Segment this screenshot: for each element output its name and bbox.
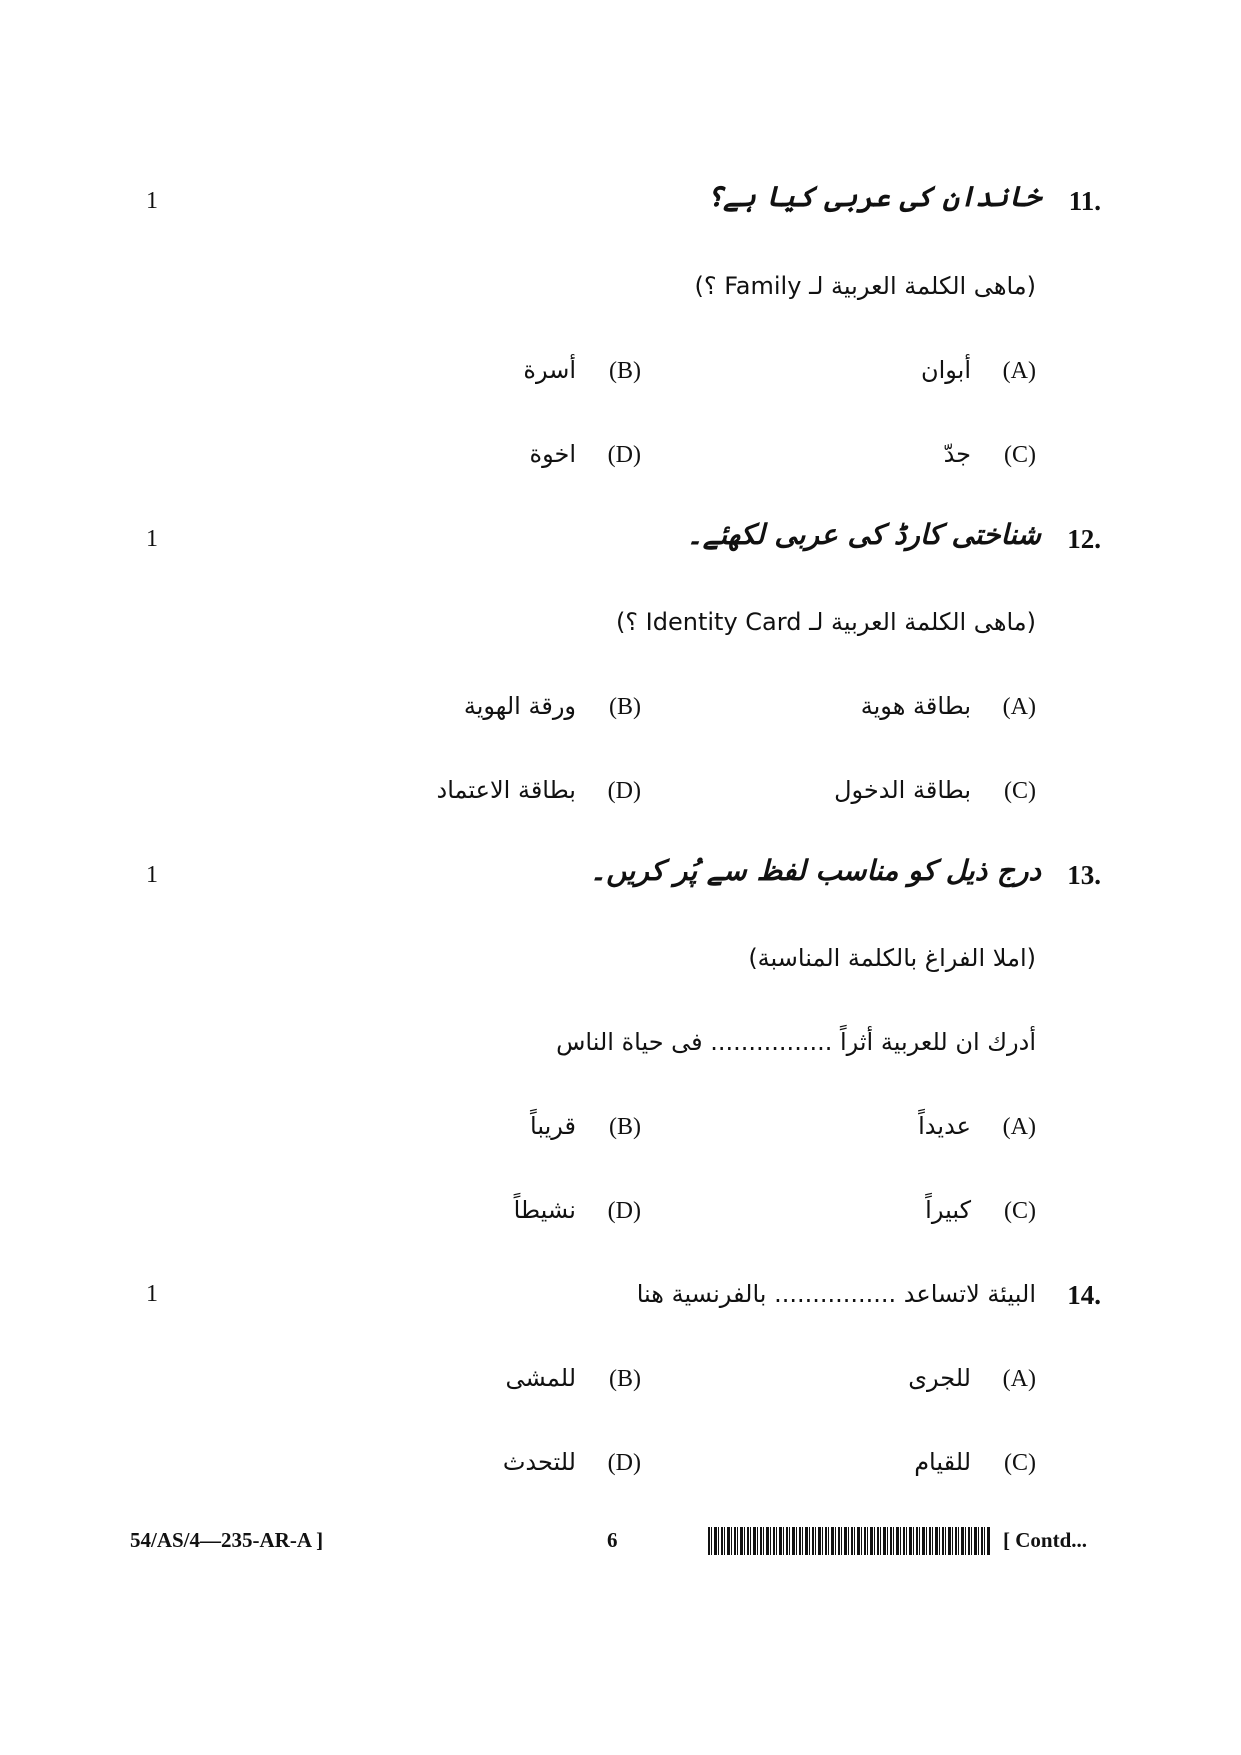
q11-option-a-text: أبوان <box>920 356 971 384</box>
q12-option-a-letter: (A) <box>1002 694 1036 720</box>
q13-fill-sentence: أدرك ان للعربية أثراً ................ فی حياة الناس <box>556 1028 1036 1056</box>
q13-number: 13. <box>1067 860 1101 890</box>
q14-marks: 1 <box>146 1281 158 1307</box>
q13-option-b-letter: (B) <box>609 1114 641 1140</box>
q12-option-d-letter: (D) <box>607 778 641 804</box>
q12-option-c-text: بطاقة الدخول <box>834 776 971 804</box>
q12-option-d-text: بطاقة الاعتماد <box>436 776 576 804</box>
q14-option-b-letter: (B) <box>609 1366 641 1392</box>
q11-option-c-text: جدّ <box>943 440 971 468</box>
q14-option-c-text: للقيام <box>914 1448 971 1476</box>
q14-option-d-text: للتحدث <box>502 1448 576 1476</box>
q11-marks: 1 <box>146 188 158 214</box>
q12-arabic-prompt: (ماهی الكلمة العربية لـ Identity Card ؟) <box>615 608 1036 636</box>
q13-urdu-question: درج ذیل کو مناسب لفظ سے پُر کریں۔ <box>589 854 1041 887</box>
q12-option-b-text: ورقة الهوية <box>463 692 576 720</box>
q11-option-b-letter: (B) <box>609 358 641 384</box>
q14-number: 14. <box>1067 1280 1101 1310</box>
q11-arabic-prompt: (ماهی الكلمة العربية لـ Family ؟) <box>694 272 1036 300</box>
q11-number: 11. <box>1068 186 1101 216</box>
paper-code: 54/AS/4—235-AR-A ] <box>130 1528 324 1552</box>
q13-marks: 1 <box>146 862 158 888</box>
q12-option-b-letter: (B) <box>609 694 641 720</box>
q14-option-c-letter: (C) <box>1004 1450 1036 1476</box>
continued-label: [ Contd... <box>1003 1528 1088 1552</box>
q12-urdu-question: شناختی کارڈ کی عربی لکھئے۔ <box>686 518 1041 551</box>
q13-option-c-letter: (C) <box>1004 1198 1036 1224</box>
q13-option-b-text: قريباً <box>530 1112 576 1140</box>
q13-arabic-prompt: (املا الفراغ بالكلمة المناسبة) <box>748 944 1036 972</box>
q13-option-d-letter: (D) <box>607 1198 641 1224</box>
q14-arabic-prompt: البيئة لاتساعد ................ بالفرنسية هنا <box>636 1280 1036 1308</box>
q11-option-a-letter: (A) <box>1002 358 1036 384</box>
q11-option-b-text: أسرة <box>523 356 576 384</box>
q14-option-d-letter: (D) <box>607 1450 641 1476</box>
q13-option-a-letter: (A) <box>1002 1114 1036 1140</box>
q12-marks: 1 <box>146 526 158 552</box>
q12-option-a-text: بطاقة هوية <box>860 692 971 720</box>
q11-option-d-text: اخوة <box>529 440 576 468</box>
q14-option-a-letter: (A) <box>1002 1366 1036 1392</box>
q14-option-b-text: للمشی <box>505 1364 576 1392</box>
q12-option-c-letter: (C) <box>1004 778 1036 804</box>
q11-option-d-letter: (D) <box>607 442 641 468</box>
page-number: 6 <box>607 1528 618 1552</box>
q14-option-a-text: للجری <box>908 1364 971 1392</box>
q13-option-d-text: نشيطاً <box>513 1196 576 1224</box>
q13-option-c-text: كبيراً <box>925 1196 971 1224</box>
q11-option-c-letter: (C) <box>1004 442 1036 468</box>
barcode-image <box>708 1527 990 1555</box>
q11-urdu-question: خاندان کی عربی کیا ہے؟ <box>706 180 1041 213</box>
q12-number: 12. <box>1067 524 1101 554</box>
q13-option-a-text: عديداً <box>918 1112 971 1140</box>
